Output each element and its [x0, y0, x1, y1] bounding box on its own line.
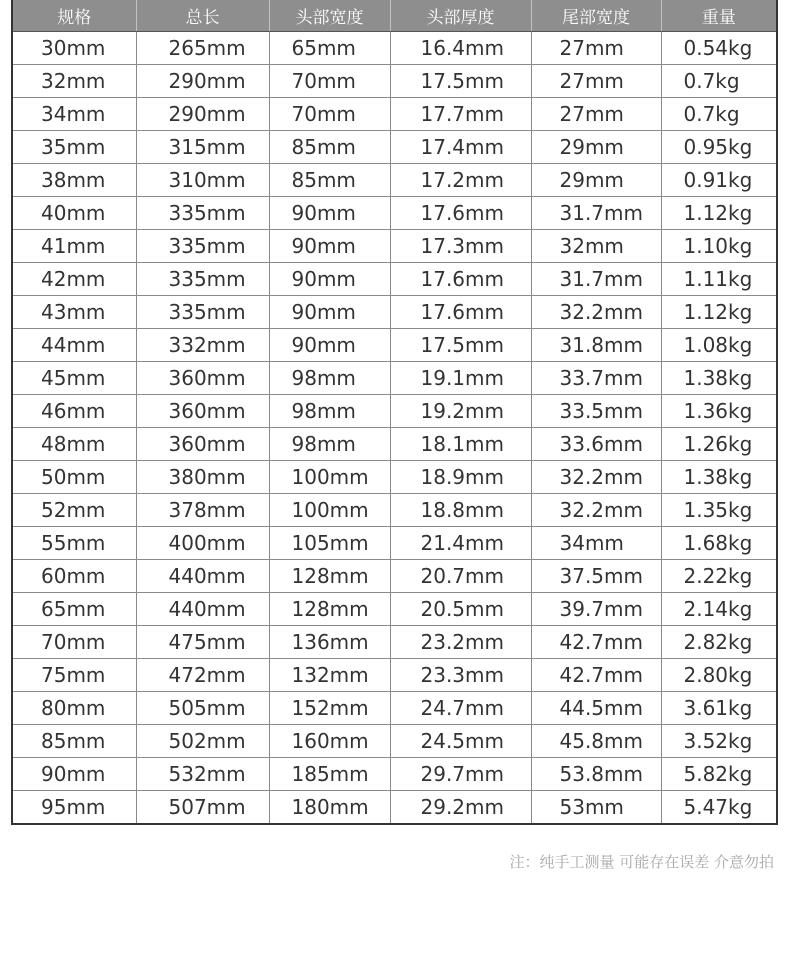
- table-row: [12, 131, 777, 164]
- cell-head-thickness: 21.4mm: [390, 527, 531, 560]
- cell-weight: 0.95kg: [661, 131, 777, 164]
- table-row: [12, 527, 777, 560]
- cell-total-length: 360mm: [136, 395, 269, 428]
- cell-total-length: 475mm: [136, 626, 269, 659]
- cell-head-width: 85mm: [269, 164, 390, 197]
- cell-tail-width: 45.8mm: [531, 725, 661, 758]
- table-row: [12, 791, 777, 825]
- cell-head-width: 105mm: [269, 527, 390, 560]
- cell-head-thickness: 17.5mm: [390, 65, 531, 98]
- cell-total-length: 440mm: [136, 593, 269, 626]
- cell-head-width: 90mm: [269, 230, 390, 263]
- header-head-width: 头部宽度: [269, 0, 390, 32]
- cell-weight: 2.82kg: [661, 626, 777, 659]
- cell-head-thickness: 17.6mm: [390, 296, 531, 329]
- cell-tail-width: 27mm: [531, 98, 661, 131]
- cell-weight: 1.11kg: [661, 263, 777, 296]
- cell-head-thickness: 17.3mm: [390, 230, 531, 263]
- table-row: [12, 362, 777, 395]
- cell-tail-width: 33.7mm: [531, 362, 661, 395]
- cell-weight: 1.10kg: [661, 230, 777, 263]
- cell-tail-width: 53mm: [531, 791, 661, 825]
- cell-weight: 1.26kg: [661, 428, 777, 461]
- cell-total-length: 290mm: [136, 65, 269, 98]
- cell-total-length: 378mm: [136, 494, 269, 527]
- cell-weight: 1.68kg: [661, 527, 777, 560]
- cell-spec: 90mm: [12, 758, 136, 791]
- cell-weight: 5.47kg: [661, 791, 777, 825]
- cell-weight: 5.82kg: [661, 758, 777, 791]
- cell-head-thickness: 17.6mm: [390, 263, 531, 296]
- cell-tail-width: 42.7mm: [531, 626, 661, 659]
- cell-total-length: 315mm: [136, 131, 269, 164]
- cell-head-thickness: 17.4mm: [390, 131, 531, 164]
- table-row: [12, 98, 777, 131]
- header-spec: 规格: [12, 0, 136, 32]
- table-row: [12, 593, 777, 626]
- table-row: [12, 32, 777, 65]
- cell-total-length: 335mm: [136, 296, 269, 329]
- table-row: [12, 494, 777, 527]
- cell-tail-width: 29mm: [531, 164, 661, 197]
- cell-spec: 52mm: [12, 494, 136, 527]
- table-row: [12, 164, 777, 197]
- cell-tail-width: 32.2mm: [531, 461, 661, 494]
- cell-head-width: 128mm: [269, 593, 390, 626]
- cell-tail-width: 31.7mm: [531, 263, 661, 296]
- cell-head-width: 100mm: [269, 461, 390, 494]
- cell-head-width: 128mm: [269, 560, 390, 593]
- cell-spec: 44mm: [12, 329, 136, 362]
- cell-head-thickness: 29.2mm: [390, 791, 531, 825]
- cell-head-width: 90mm: [269, 197, 390, 230]
- cell-head-thickness: 16.4mm: [390, 32, 531, 65]
- cell-head-width: 180mm: [269, 791, 390, 825]
- cell-weight: 1.12kg: [661, 296, 777, 329]
- cell-head-width: 90mm: [269, 263, 390, 296]
- cell-tail-width: 31.7mm: [531, 197, 661, 230]
- cell-total-length: 360mm: [136, 362, 269, 395]
- measurement-note: 注：纯手工测量 可能存在误差 介意勿拍: [509, 853, 774, 871]
- cell-spec: 65mm: [12, 593, 136, 626]
- cell-tail-width: 44.5mm: [531, 692, 661, 725]
- cell-head-width: 132mm: [269, 659, 390, 692]
- cell-tail-width: 29mm: [531, 131, 661, 164]
- cell-tail-width: 37.5mm: [531, 560, 661, 593]
- header-total-length: 总长: [136, 0, 269, 32]
- cell-tail-width: 32mm: [531, 230, 661, 263]
- cell-weight: 1.36kg: [661, 395, 777, 428]
- table-row: [12, 197, 777, 230]
- cell-weight: 1.35kg: [661, 494, 777, 527]
- cell-head-thickness: 18.1mm: [390, 428, 531, 461]
- cell-tail-width: 27mm: [531, 65, 661, 98]
- cell-head-thickness: 24.7mm: [390, 692, 531, 725]
- cell-total-length: 335mm: [136, 197, 269, 230]
- cell-total-length: 507mm: [136, 791, 269, 825]
- cell-head-width: 152mm: [269, 692, 390, 725]
- cell-total-length: 265mm: [136, 32, 269, 65]
- cell-total-length: 532mm: [136, 758, 269, 791]
- cell-head-width: 98mm: [269, 395, 390, 428]
- cell-total-length: 400mm: [136, 527, 269, 560]
- cell-head-thickness: 20.5mm: [390, 593, 531, 626]
- spec-table: [11, 0, 778, 825]
- cell-head-width: 136mm: [269, 626, 390, 659]
- cell-head-thickness: 17.2mm: [390, 164, 531, 197]
- cell-weight: 3.61kg: [661, 692, 777, 725]
- table-row: [12, 725, 777, 758]
- cell-weight: 3.52kg: [661, 725, 777, 758]
- cell-weight: 1.38kg: [661, 461, 777, 494]
- cell-spec: 38mm: [12, 164, 136, 197]
- cell-spec: 95mm: [12, 791, 136, 825]
- cell-head-width: 160mm: [269, 725, 390, 758]
- cell-spec: 45mm: [12, 362, 136, 395]
- cell-head-thickness: 23.2mm: [390, 626, 531, 659]
- table-row: [12, 230, 777, 263]
- cell-total-length: 360mm: [136, 428, 269, 461]
- table-row: [12, 626, 777, 659]
- cell-total-length: 380mm: [136, 461, 269, 494]
- cell-total-length: 472mm: [136, 659, 269, 692]
- cell-spec: 35mm: [12, 131, 136, 164]
- cell-spec: 70mm: [12, 626, 136, 659]
- cell-head-width: 65mm: [269, 32, 390, 65]
- cell-total-length: 505mm: [136, 692, 269, 725]
- cell-weight: 1.08kg: [661, 329, 777, 362]
- cell-spec: 32mm: [12, 65, 136, 98]
- cell-tail-width: 33.6mm: [531, 428, 661, 461]
- table-row: [12, 329, 777, 362]
- cell-spec: 48mm: [12, 428, 136, 461]
- cell-tail-width: 39.7mm: [531, 593, 661, 626]
- cell-head-width: 100mm: [269, 494, 390, 527]
- cell-spec: 42mm: [12, 263, 136, 296]
- table-row: [12, 395, 777, 428]
- cell-head-thickness: 29.7mm: [390, 758, 531, 791]
- cell-total-length: 502mm: [136, 725, 269, 758]
- cell-tail-width: 31.8mm: [531, 329, 661, 362]
- cell-weight: 0.91kg: [661, 164, 777, 197]
- cell-weight: 2.80kg: [661, 659, 777, 692]
- cell-total-length: 335mm: [136, 263, 269, 296]
- cell-spec: 30mm: [41, 36, 106, 60]
- cell-weight: 2.14kg: [661, 593, 777, 626]
- cell-tail-width: 53.8mm: [531, 758, 661, 791]
- cell-weight: 1.12kg: [661, 197, 777, 230]
- table-row: [12, 758, 777, 791]
- cell-spec: 46mm: [12, 395, 136, 428]
- cell-head-width: 98mm: [269, 428, 390, 461]
- cell-head-width: 70mm: [269, 98, 390, 131]
- table-row: [12, 428, 777, 461]
- cell-weight: 0.7kg: [661, 65, 777, 98]
- table-row: [12, 263, 777, 296]
- cell-total-length: 332mm: [136, 329, 269, 362]
- cell-head-width: 85mm: [269, 131, 390, 164]
- cell-head-thickness: 17.5mm: [390, 329, 531, 362]
- cell-spec: 55mm: [12, 527, 136, 560]
- table-row: [12, 65, 777, 98]
- cell-head-thickness: 17.7mm: [390, 98, 531, 131]
- header-weight: 重量: [661, 0, 777, 32]
- cell-head-thickness: 18.9mm: [390, 461, 531, 494]
- cell-head-width: 70mm: [269, 65, 390, 98]
- cell-spec: 41mm: [12, 230, 136, 263]
- cell-total-length: 335mm: [136, 230, 269, 263]
- cell-weight: 0.54kg: [661, 32, 777, 65]
- table-row: [12, 659, 777, 692]
- cell-head-width: 98mm: [269, 362, 390, 395]
- cell-head-width: 90mm: [269, 329, 390, 362]
- table-body: [12, 32, 777, 825]
- cell-head-width: 185mm: [269, 758, 390, 791]
- cell-tail-width: 32.2mm: [531, 296, 661, 329]
- cell-spec: 50mm: [12, 461, 136, 494]
- cell-total-length: 440mm: [136, 560, 269, 593]
- cell-tail-width: 34mm: [531, 527, 661, 560]
- cell-tail-width: 33.5mm: [531, 395, 661, 428]
- table-row: [12, 296, 777, 329]
- cell-weight: 2.22kg: [661, 560, 777, 593]
- cell-head-thickness: 19.2mm: [390, 395, 531, 428]
- cell-head-thickness: 20.7mm: [390, 560, 531, 593]
- cell-weight: 1.38kg: [661, 362, 777, 395]
- cell-tail-width: 42.7mm: [531, 659, 661, 692]
- cell-spec: 43mm: [12, 296, 136, 329]
- cell-spec: 75mm: [12, 659, 136, 692]
- cell-spec: 60mm: [12, 560, 136, 593]
- cell-spec: 85mm: [12, 725, 136, 758]
- cell-total-length: 290mm: [136, 98, 269, 131]
- cell-head-thickness: 17.6mm: [390, 197, 531, 230]
- cell-tail-width: 27mm: [531, 32, 661, 65]
- cell-weight: 0.7kg: [661, 98, 777, 131]
- header-head-thickness: 头部厚度: [390, 0, 531, 32]
- cell-spec: 34mm: [12, 98, 136, 131]
- cell-head-thickness: 24.5mm: [390, 725, 531, 758]
- cell-head-width: 90mm: [269, 296, 390, 329]
- table-row: [12, 560, 777, 593]
- cell-spec: 80mm: [12, 692, 136, 725]
- cell-spec: 40mm: [12, 197, 136, 230]
- cell-head-thickness: 18.8mm: [390, 494, 531, 527]
- table-header-row: [12, 0, 777, 32]
- table-row: [12, 692, 777, 725]
- table-row: [12, 461, 777, 494]
- cell-head-thickness: 19.1mm: [390, 362, 531, 395]
- cell-total-length: 310mm: [136, 164, 269, 197]
- cell-head-thickness: 23.3mm: [390, 659, 531, 692]
- cell-tail-width: 32.2mm: [531, 494, 661, 527]
- header-tail-width: 尾部宽度: [531, 0, 661, 32]
